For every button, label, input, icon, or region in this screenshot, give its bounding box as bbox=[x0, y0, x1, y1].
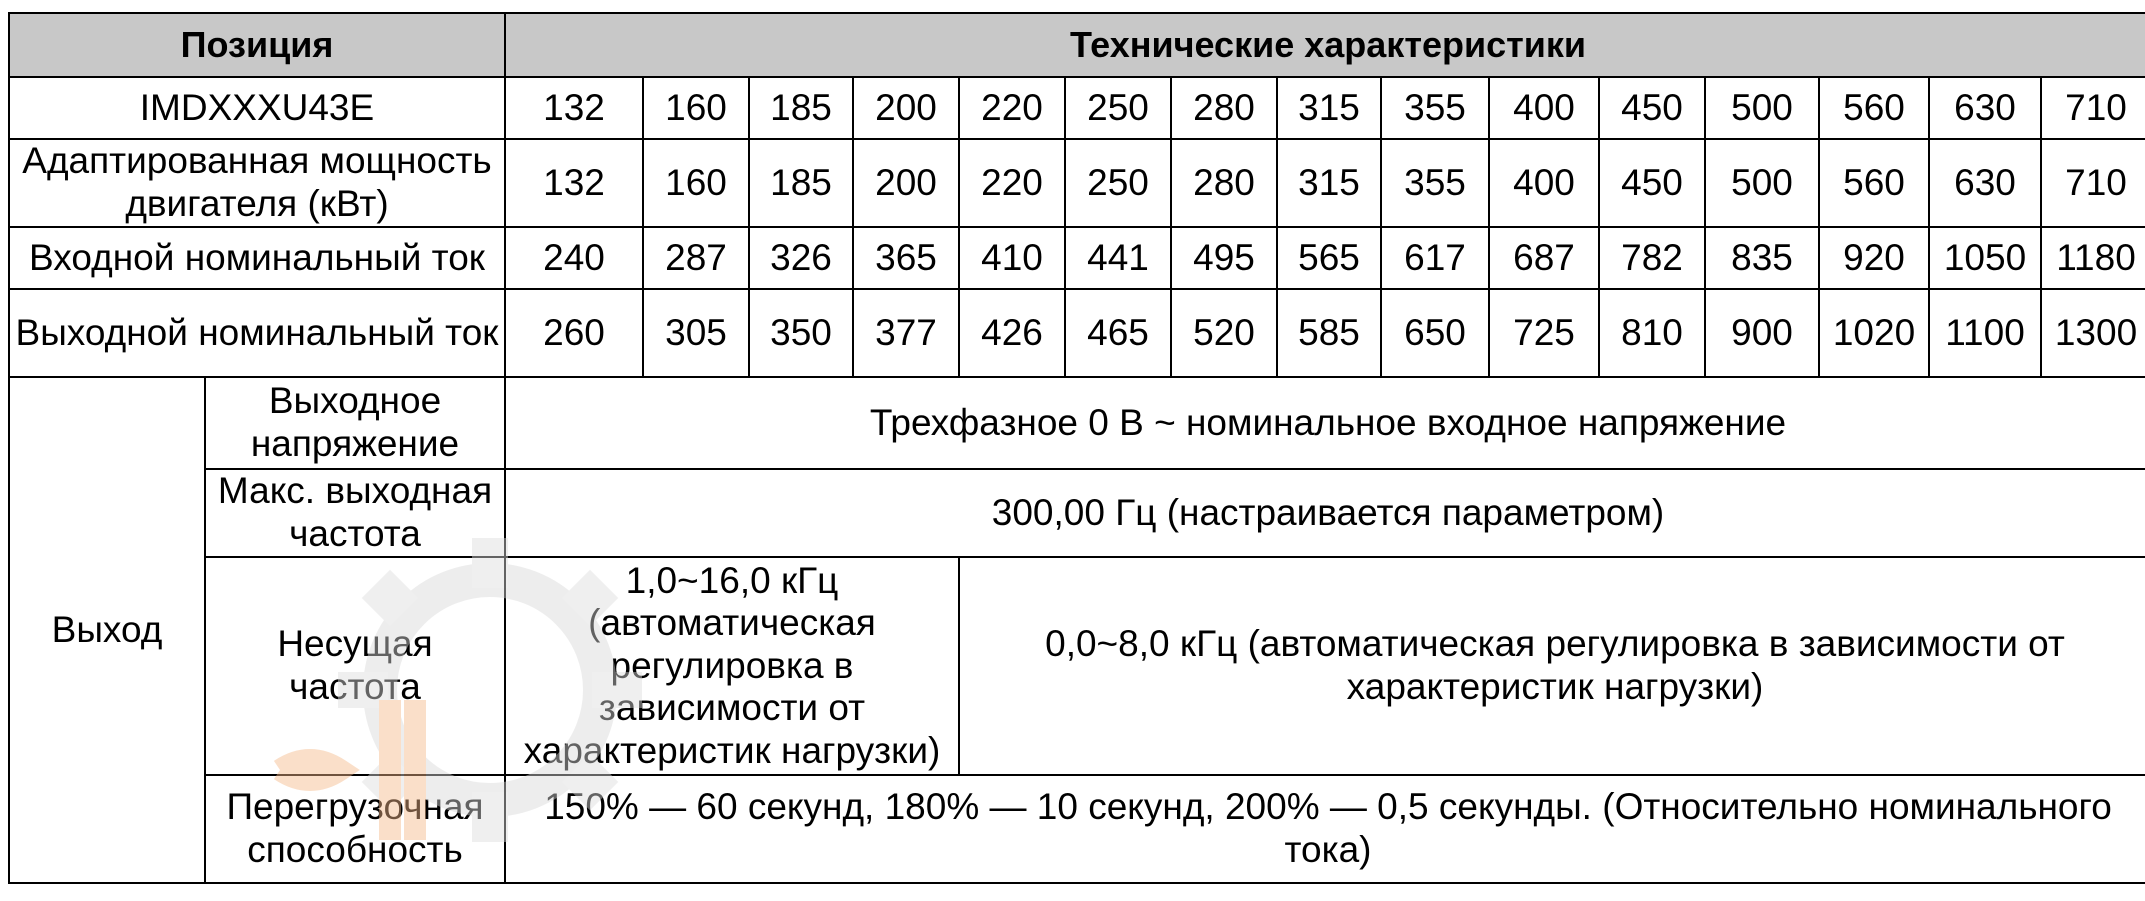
input-current-value: 441 bbox=[1065, 227, 1171, 289]
input-current-value: 365 bbox=[853, 227, 959, 289]
power-value: 160 bbox=[643, 139, 749, 227]
output-current-value: 1300 bbox=[2041, 289, 2145, 377]
output-current-value: 725 bbox=[1489, 289, 1599, 377]
output-current-value: 585 bbox=[1277, 289, 1381, 377]
output-voltage-label: Выходное напряжение bbox=[205, 377, 505, 469]
output-current-value: 350 bbox=[749, 289, 853, 377]
input-current-value: 617 bbox=[1381, 227, 1489, 289]
power-value: 710 bbox=[2041, 139, 2145, 227]
max-frequency-label: Макс. выходная частота bbox=[205, 469, 505, 557]
overload-label: Перегрузочная способность bbox=[205, 775, 505, 883]
overload-value: 150% — 60 секунд, 180% — 10 секунд, 200% — 0,5 секунды. (Относительно номинального тока) bbox=[505, 775, 2145, 883]
output-voltage-row bbox=[9, 377, 2145, 469]
power-value: 315 bbox=[1277, 139, 1381, 227]
spec-table-container bbox=[8, 12, 2145, 884]
input-current-value: 835 bbox=[1705, 227, 1819, 289]
power-value: 280 bbox=[1171, 139, 1277, 227]
model-value: 200 bbox=[853, 77, 959, 139]
output-voltage-value: Трехфазное 0 В ~ номинальное входное напряжение bbox=[505, 377, 2145, 469]
power-value: 220 bbox=[959, 139, 1065, 227]
power-value: 450 bbox=[1599, 139, 1705, 227]
power-label: Адаптированная мощность двигателя (кВт) bbox=[9, 139, 505, 227]
input-current-value: 1050 bbox=[1929, 227, 2041, 289]
power-value: 200 bbox=[853, 139, 959, 227]
power-value: 355 bbox=[1381, 139, 1489, 227]
input-current-value: 1180 bbox=[2041, 227, 2145, 289]
output-current-row bbox=[9, 289, 2145, 377]
output-current-value: 426 bbox=[959, 289, 1065, 377]
output-current-value: 465 bbox=[1065, 289, 1171, 377]
model-row bbox=[9, 77, 2145, 139]
power-value: 132 bbox=[505, 139, 643, 227]
model-value: 500 bbox=[1705, 77, 1819, 139]
model-label: IMDXXXU43E bbox=[9, 77, 505, 139]
output-current-value: 650 bbox=[1381, 289, 1489, 377]
power-value: 400 bbox=[1489, 139, 1599, 227]
model-value: 315 bbox=[1277, 77, 1381, 139]
input-current-value: 495 bbox=[1171, 227, 1277, 289]
input-current-value: 410 bbox=[959, 227, 1065, 289]
model-value: 280 bbox=[1171, 77, 1277, 139]
model-value: 710 bbox=[2041, 77, 2145, 139]
model-value: 250 bbox=[1065, 77, 1171, 139]
specifications-table bbox=[8, 12, 2145, 884]
output-current-value: 377 bbox=[853, 289, 959, 377]
output-group-label: Выход bbox=[9, 377, 205, 883]
output-current-value: 1100 bbox=[1929, 289, 2041, 377]
max-frequency-row bbox=[9, 469, 2145, 557]
input-current-value: 782 bbox=[1599, 227, 1705, 289]
input-current-row bbox=[9, 227, 2145, 289]
output-current-value: 810 bbox=[1599, 289, 1705, 377]
input-current-value: 240 bbox=[505, 227, 643, 289]
input-current-value: 687 bbox=[1489, 227, 1599, 289]
output-current-value: 900 bbox=[1705, 289, 1819, 377]
output-current-value: 305 bbox=[643, 289, 749, 377]
model-value: 560 bbox=[1819, 77, 1929, 139]
position-header: Позиция bbox=[9, 13, 505, 77]
model-value: 132 bbox=[505, 77, 643, 139]
input-current-value: 326 bbox=[749, 227, 853, 289]
power-value: 500 bbox=[1705, 139, 1819, 227]
power-row bbox=[9, 139, 2145, 227]
input-current-label: Входной номинальный ток bbox=[9, 227, 505, 289]
input-current-value: 287 bbox=[643, 227, 749, 289]
model-value: 355 bbox=[1381, 77, 1489, 139]
specs-header: Технические характеристики bbox=[505, 13, 2145, 77]
header-row bbox=[9, 13, 2145, 77]
carrier-frequency-value-b: 0,0~8,0 кГц (автоматическая регулировка в зависимости от характеристик нагрузки) bbox=[959, 557, 2145, 775]
max-frequency-value: 300,00 Гц (настраивается параметром) bbox=[505, 469, 2145, 557]
input-current-value: 565 bbox=[1277, 227, 1381, 289]
model-value: 450 bbox=[1599, 77, 1705, 139]
power-value: 630 bbox=[1929, 139, 2041, 227]
output-current-value: 260 bbox=[505, 289, 643, 377]
power-value: 560 bbox=[1819, 139, 1929, 227]
output-current-label: Выходной номинальный ток bbox=[9, 289, 505, 377]
model-value: 160 bbox=[643, 77, 749, 139]
overload-row bbox=[9, 775, 2145, 883]
carrier-frequency-row bbox=[9, 557, 2145, 775]
model-value: 220 bbox=[959, 77, 1065, 139]
carrier-frequency-label: Несущая частота bbox=[205, 557, 505, 775]
power-value: 185 bbox=[749, 139, 853, 227]
model-value: 185 bbox=[749, 77, 853, 139]
input-current-value: 920 bbox=[1819, 227, 1929, 289]
model-value: 400 bbox=[1489, 77, 1599, 139]
power-value: 250 bbox=[1065, 139, 1171, 227]
output-current-value: 520 bbox=[1171, 289, 1277, 377]
output-current-value: 1020 bbox=[1819, 289, 1929, 377]
model-value: 630 bbox=[1929, 77, 2041, 139]
carrier-frequency-value-a: 1,0~16,0 кГц (автоматическая регулировка в зависимости от характеристик нагрузки) bbox=[505, 557, 959, 775]
